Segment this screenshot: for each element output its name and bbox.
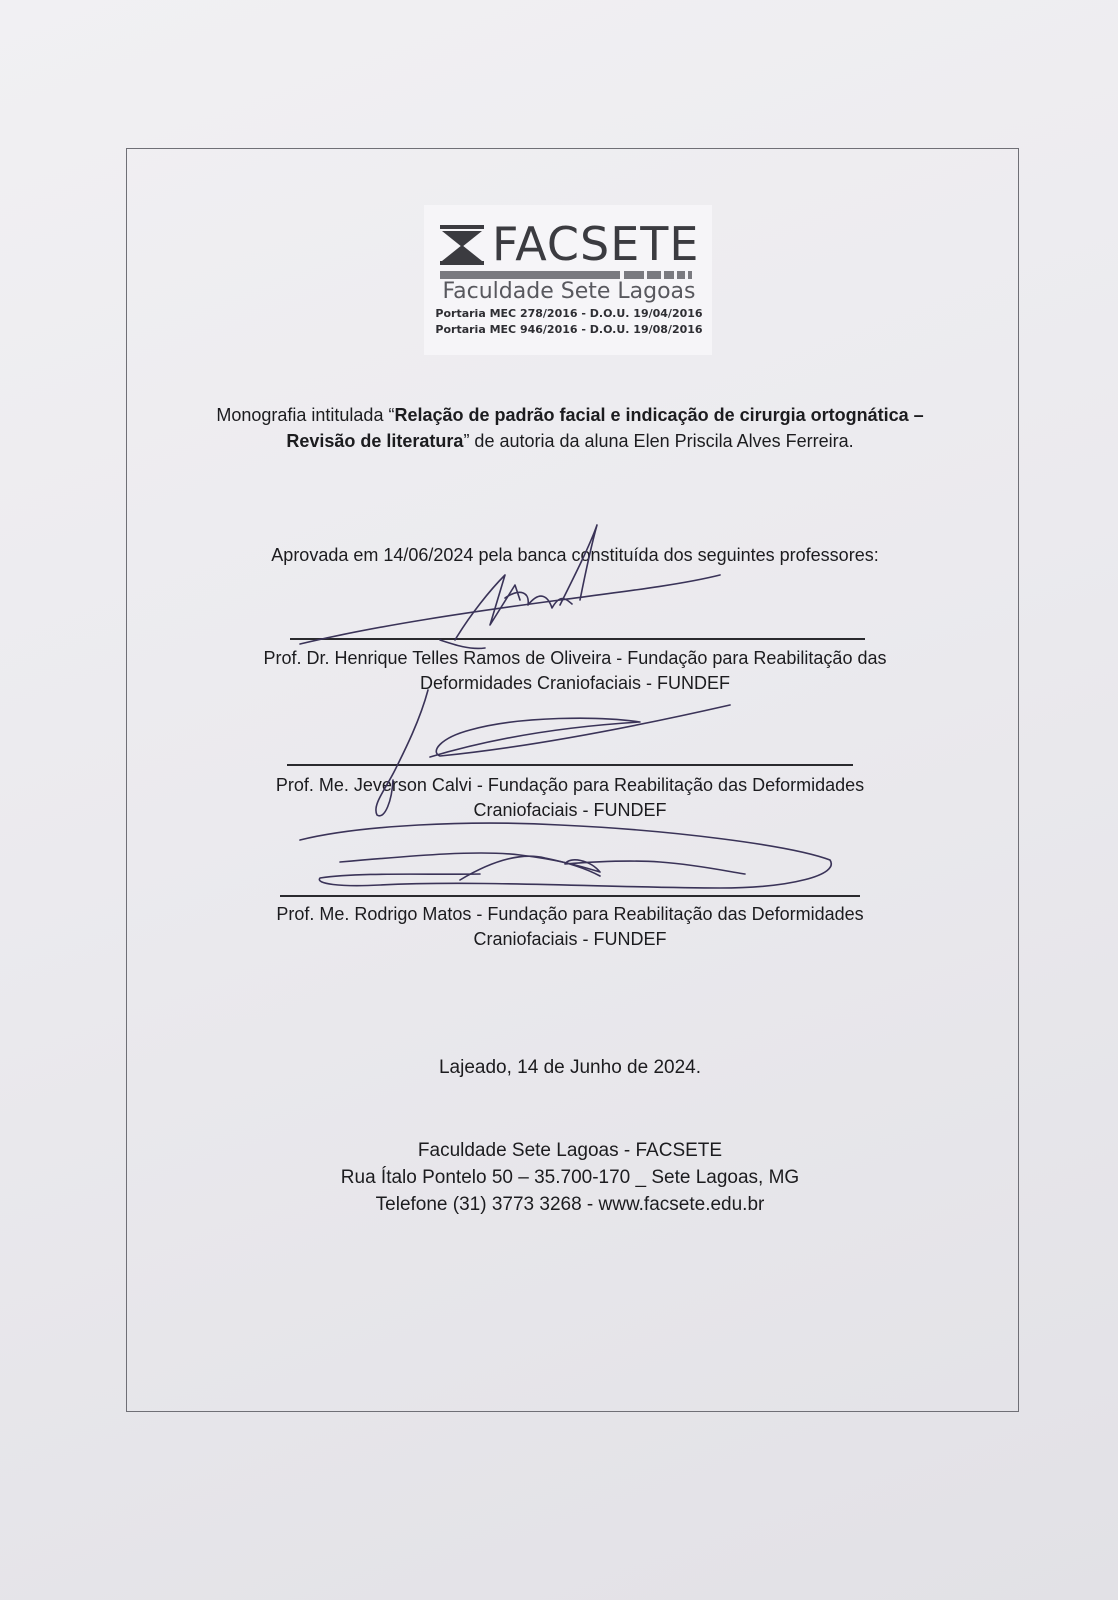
examiner-2 [190,773,950,823]
footer-contact: Telefone (31) 3773 3268 - www.facsete.edu.br [375,1194,765,1215]
intro-prefix: Monografia intitulada “ [216,405,395,425]
examiner-1-line2: Deformidades Craniofaciais - FUNDEF [419,673,731,693]
intro-suffix: ” de autoria da aluna Elen Priscila Alves Ferreira. [463,431,854,451]
place-date: Lajeado, 14 de Junho de 2024. [438,1057,701,1078]
examiner-2-line2: Craniofaciais - FUNDEF [473,800,667,820]
examiner-3-line2: Craniofaciais - FUNDEF [473,929,667,949]
signature-line-2 [287,764,853,766]
examiner-1-line1: Prof. Dr. Henrique Telles Ramos de Oliveira - Fundação para Reabilitação das [263,648,887,668]
examiner-1 [200,646,950,696]
logo-name: FACSETE [492,217,700,271]
examiner-3 [190,902,950,952]
examiner-3-line1: Prof. Me. Rodrigo Matos - Fundação para Reabilitação das Deformidades [276,904,864,924]
monograph-title: Relação de padrão facial e indicação de cirurgia ortognática – Revisão de literatura [286,405,924,451]
logo-stripe [440,271,696,279]
approval-statement: Aprovada em 14/06/2024 pela banca constituída dos seguintes professores: [271,545,879,565]
examiner-2-line1: Prof. Me. Jeverson Calvi - Fundação para Reabilitação das Deformidades [275,775,865,795]
monograph-statement [190,402,950,454]
footer-address: Rua Ítalo Pontelo 50 – 35.700-170 _ Sete Lagoas, MG [340,1167,800,1188]
portaria-2: Portaria MEC 946/2016 - D.O.U. 19/08/2016 [435,323,703,336]
portaria-1: Portaria MEC 278/2016 - D.O.U. 19/04/2016 [435,307,703,320]
facsete-emblem-icon [440,225,484,265]
signature-line-3 [280,895,860,897]
facsete-logo [424,205,712,355]
signature-line-1 [290,638,865,640]
logo-subtitle: Faculdade Sete Lagoas [442,279,696,304]
footer-institution: Faculdade Sete Lagoas - FACSETE [417,1140,723,1161]
